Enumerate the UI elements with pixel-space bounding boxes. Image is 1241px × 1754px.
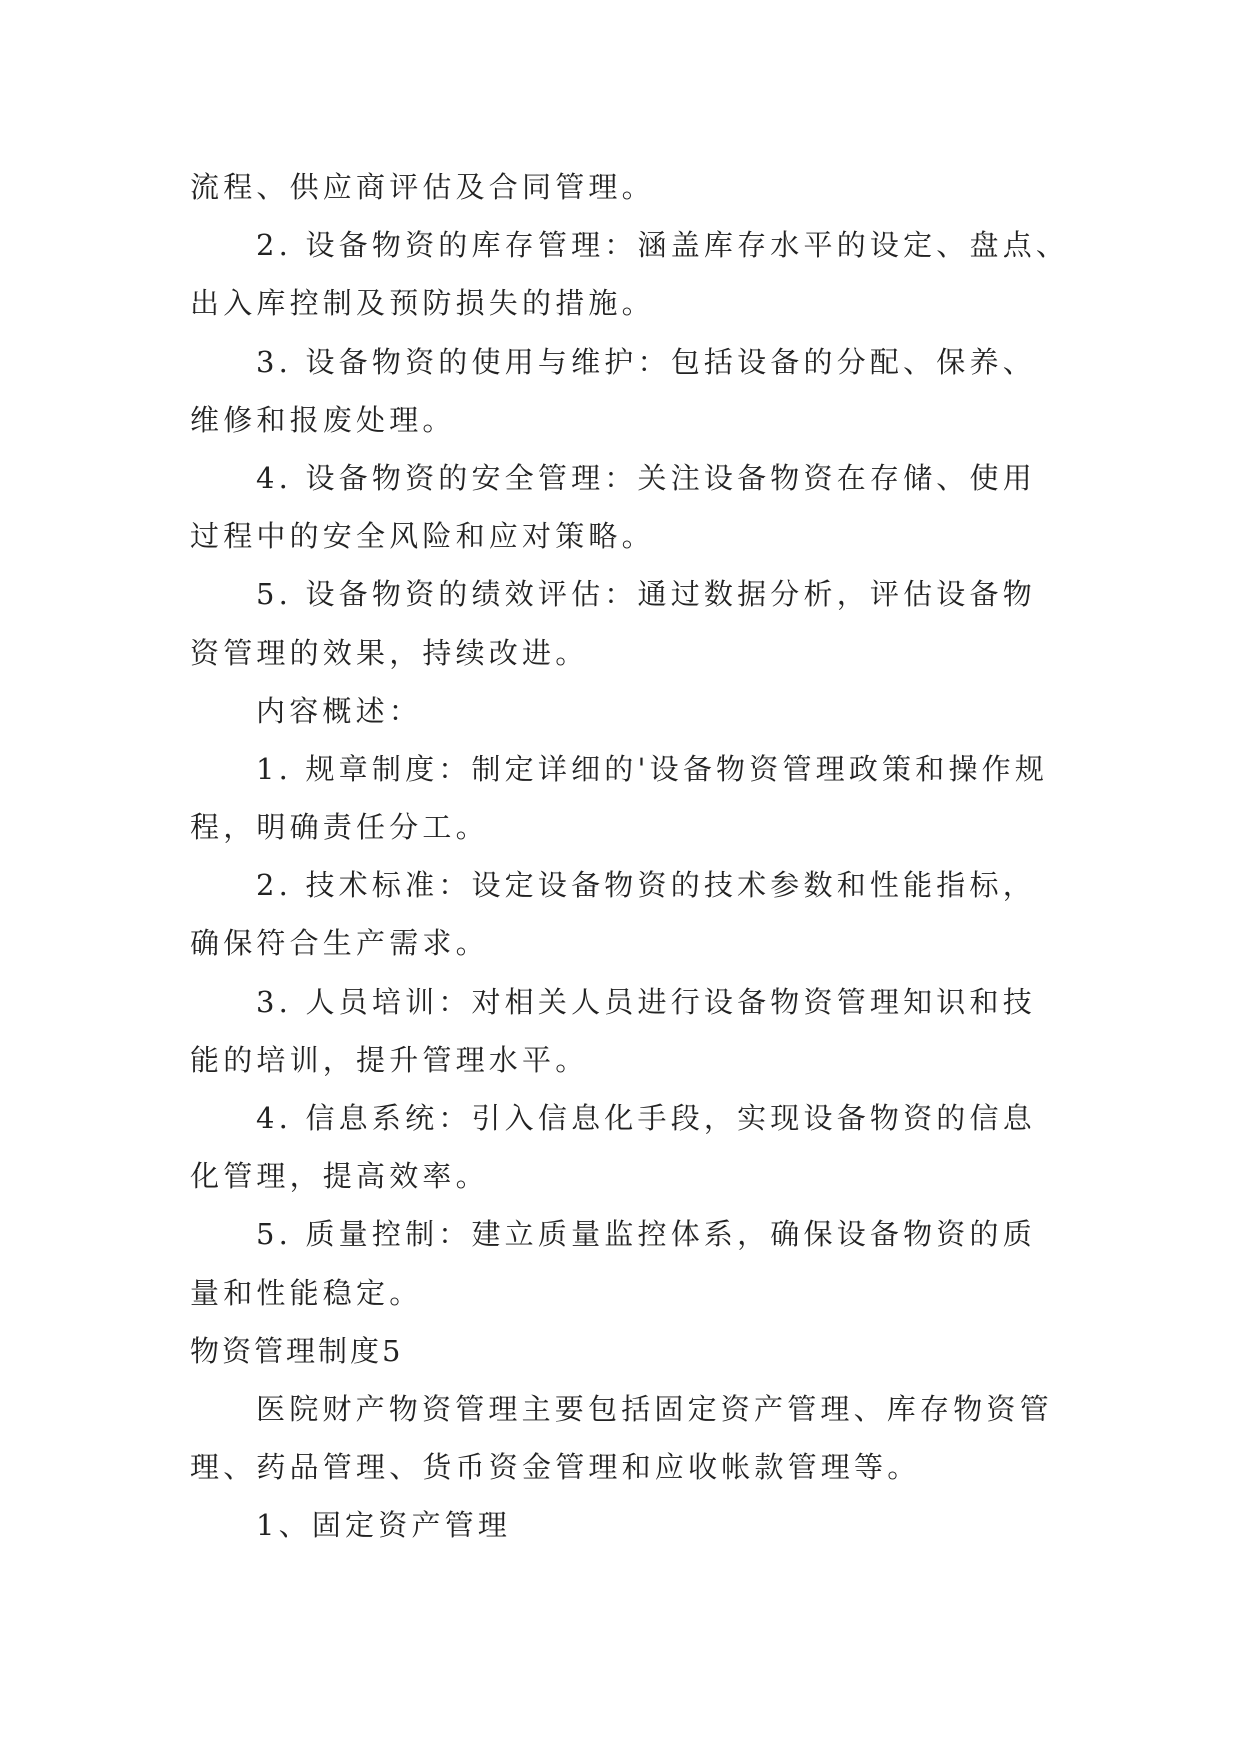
text-line: 4. 信息系统：引入信息化手段，实现设备物资的信息	[256, 1101, 1036, 1135]
text-line: 化管理，提高效率。	[190, 1159, 489, 1194]
paragraph	[190, 158, 1050, 216]
text-line: 5. 质量控制：建立质量监控体系，确保设备物资的质	[256, 1217, 1036, 1252]
text-line: 3. 设备物资的使用与维护：包括设备的分配、保养、	[256, 344, 1036, 379]
text-line: 出入库控制及预防损失的措施。	[190, 286, 655, 321]
text-line: 1、固定资产管理	[256, 1508, 512, 1543]
paragraph	[190, 333, 1050, 449]
text-line: 2. 设备物资的库存管理：涵盖库存水平的设定、盘点、	[256, 228, 1070, 263]
text-line: 资管理的效果，持续改进。	[190, 635, 589, 670]
paragraph	[190, 216, 1070, 332]
text-line: 医院财产物资管理主要包括固定资产管理、库存物资管	[256, 1391, 1053, 1426]
paragraph	[190, 1496, 1050, 1554]
text-line: 2. 技术标准：设定设备物资的技术参数和性能指标，	[256, 868, 1036, 903]
text-line: 确保符合生产需求。	[190, 926, 489, 961]
text-line: 流程、供应商评估及合同管理。	[190, 170, 655, 204]
text-line: 程，明确责任分工。	[190, 810, 489, 845]
paragraph	[190, 1380, 1053, 1496]
text-line: 过程中的安全风险和应对策略。	[190, 519, 655, 554]
section-heading	[190, 1322, 1050, 1380]
paragraph	[190, 973, 1050, 1089]
text-line: 物资管理制度5	[190, 1333, 404, 1368]
text-line: 内容概述：	[256, 693, 423, 728]
text-line: 维修和报废处理。	[190, 402, 456, 437]
document-body	[190, 158, 1070, 1555]
paragraph	[190, 682, 1050, 740]
paragraph	[190, 856, 1050, 972]
text-line: 3. 人员培训：对相关人员进行设备物资管理知识和技	[256, 984, 1036, 1019]
text-line: 理、药品管理、货币资金管理和应收帐款管理等。	[190, 1450, 921, 1485]
paragraph	[190, 1089, 1050, 1205]
text-line: 1. 规章制度：制定详细的'设备物资管理政策和操作规	[256, 751, 1049, 786]
text-line: 4. 设备物资的安全管理：关注设备物资在存储、使用	[256, 460, 1036, 495]
paragraph	[190, 1205, 1050, 1321]
text-line: 5. 设备物资的绩效评估：通过数据分析，评估设备物	[256, 577, 1036, 612]
text-line: 量和性能稳定。	[190, 1275, 423, 1310]
text-line: 能的培训，提升管理水平。	[190, 1042, 589, 1077]
paragraph	[190, 740, 1050, 856]
paragraph	[190, 565, 1050, 681]
paragraph	[190, 449, 1050, 565]
